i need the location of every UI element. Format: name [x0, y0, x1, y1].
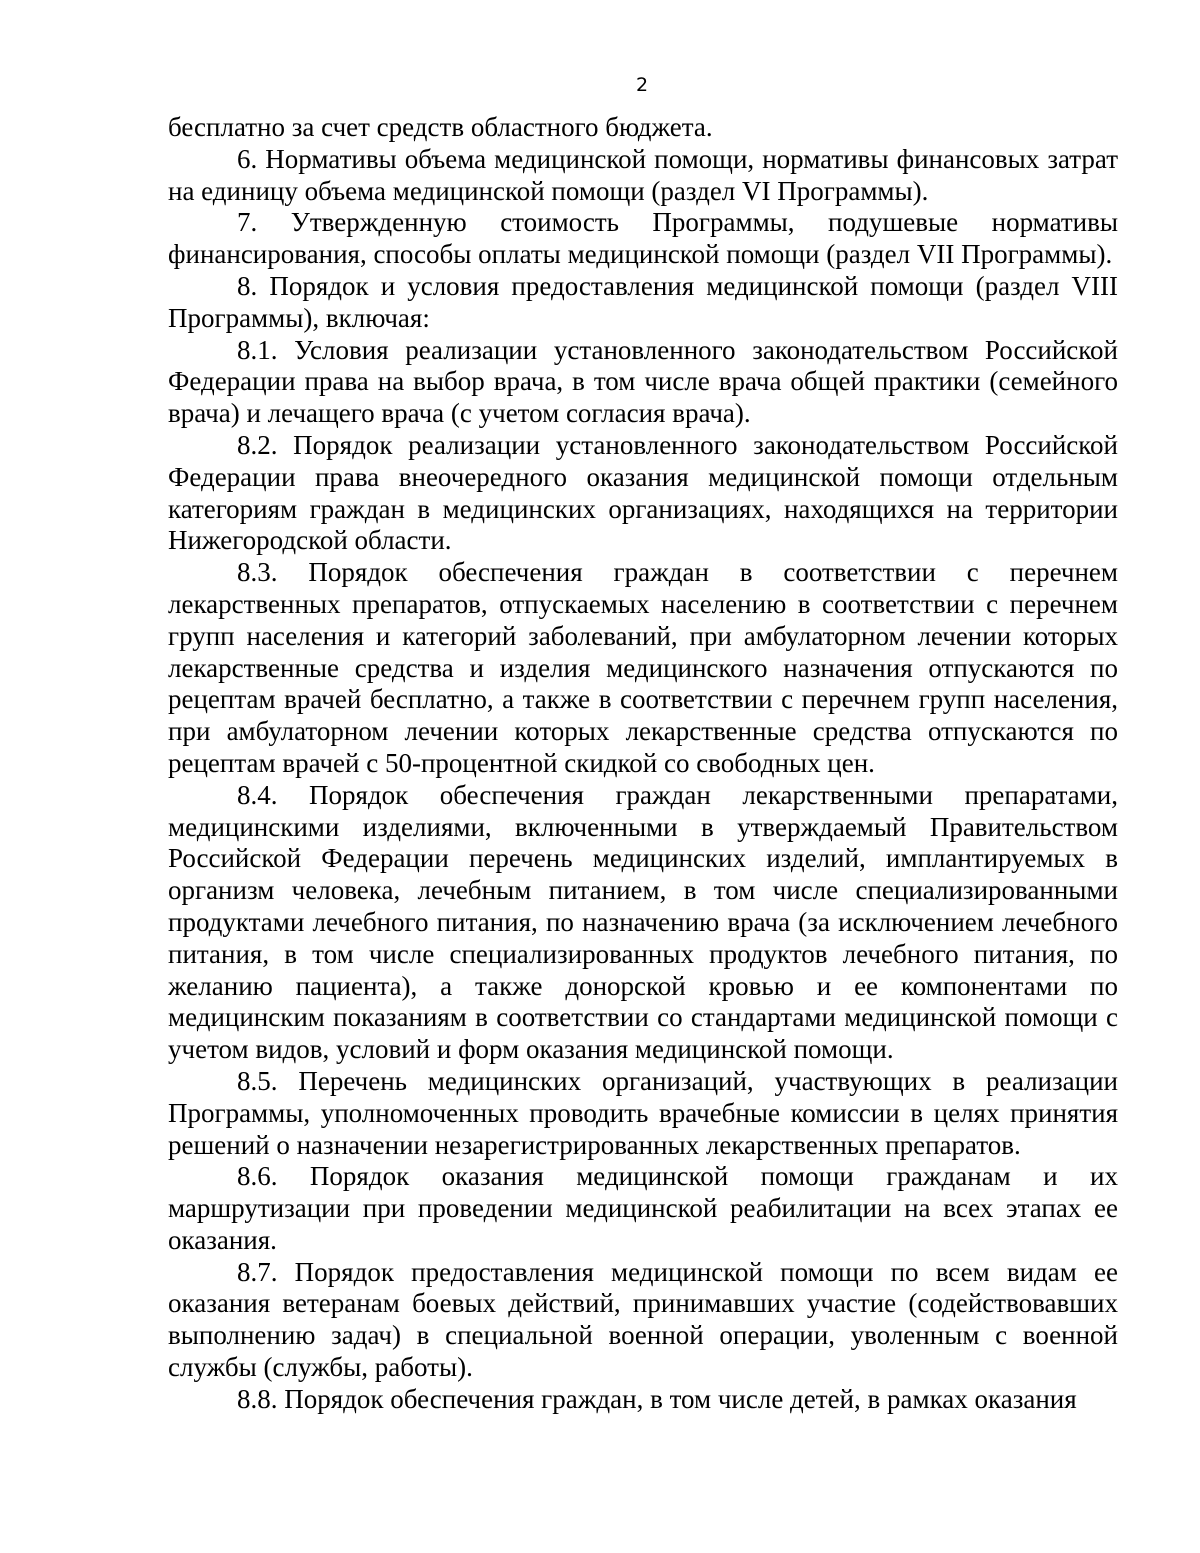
paragraph-item-8-6: 8.6. Порядок оказания медицинской помощи гражданам и их маршрутизации при проведении медицинской реабилитации на всех этапах ее оказания. — [168, 1161, 1118, 1255]
paragraph-item-8-1: 8.1. Условия реализации установленного законодательством Российской Федерации права на выбор врача, в том числе врача общей практики (семейного врача) и лечащего врача (с учетом согласия врача). — [168, 334, 1118, 429]
paragraph-item-8-5: 8.5. Перечень медицинских организаций, участвующих в реализации Программы, уполномоченных проводить врачебные комиссии в целях принятия решений о назначении незарегистрированных лекарственных препаратов. — [168, 1065, 1118, 1160]
paragraph-continuation: бесплатно за счет средств областного бюджета. — [168, 112, 713, 142]
paragraph-item-8-8: 8.8. Порядок обеспечения граждан, в том числе детей, в рамках оказания — [237, 1383, 1077, 1414]
paragraph-item-8-4: 8.4. Порядок обеспечения граждан лекарственными препаратами, медицинскими изделиями, включенными в утверждаемый Правительством Российской Федерации перечень медицинских изделий, имплантируемых в организм человека, лечебным питанием, в том числе специализированными продуктами лечебного питания, по назначению врача (за исключением лечебного питания, в том числе специализированных продуктов лечебного питания, по желанию пациента), а также донорской кровью и ее компонентами по медицинским показаниям в соответствии со стандартами медицинской помощи с учетом видов, условий и форм оказания медицинской помощи. — [168, 779, 1118, 1065]
paragraph-item-8: 8. Порядок и условия предоставления медицинской помощи (раздел VIII Программы), включая: — [168, 270, 1118, 333]
paragraph-item-8-7: 8.7. Порядок предоставления медицинской помощи по всем видам ее оказания ветеранам боевых действий, принимавших участие (содействовавших выполнению задач) в специальной военной операции, уволенным с военной службы (службы, работы). — [168, 1256, 1118, 1383]
paragraph-item-7: 7. Утвержденную стоимость Программы, подушевые нормативы финансирования, способы оплаты медицинской помощи (раздел VII Программы). — [168, 207, 1118, 270]
document-body — [168, 112, 1118, 1416]
paragraph-item-8-2: 8.2. Порядок реализации установленного законодательством Российской Федерации права внеочередного оказания медицинской помощи отдельным категориям граждан в медицинских организациях, находящихся на территории Нижегородской области. — [168, 429, 1118, 556]
page-number: 2 — [635, 74, 649, 96]
paragraph-item-6: 6. Нормативы объема медицинской помощи, нормативы финансовых затрат на единицу объема медицинской помощи (раздел VI Программы). — [168, 143, 1118, 206]
paragraph-item-8-3: 8.3. Порядок обеспечения граждан в соответствии с перечнем лекарственных препаратов, отпускаемых населению в соответствии с перечнем групп населения и категорий заболеваний, при амбулаторном лечении которых лекарственные средства и изделия медицинского назначения отпускаются по рецептам врачей бесплатно, а также в соответствии с перечнем групп населения, при амбулаторном лечении которых лекарственные средства отпускаются по рецептам врачей с 50-процентной скидкой со свободных цен. — [168, 557, 1118, 778]
